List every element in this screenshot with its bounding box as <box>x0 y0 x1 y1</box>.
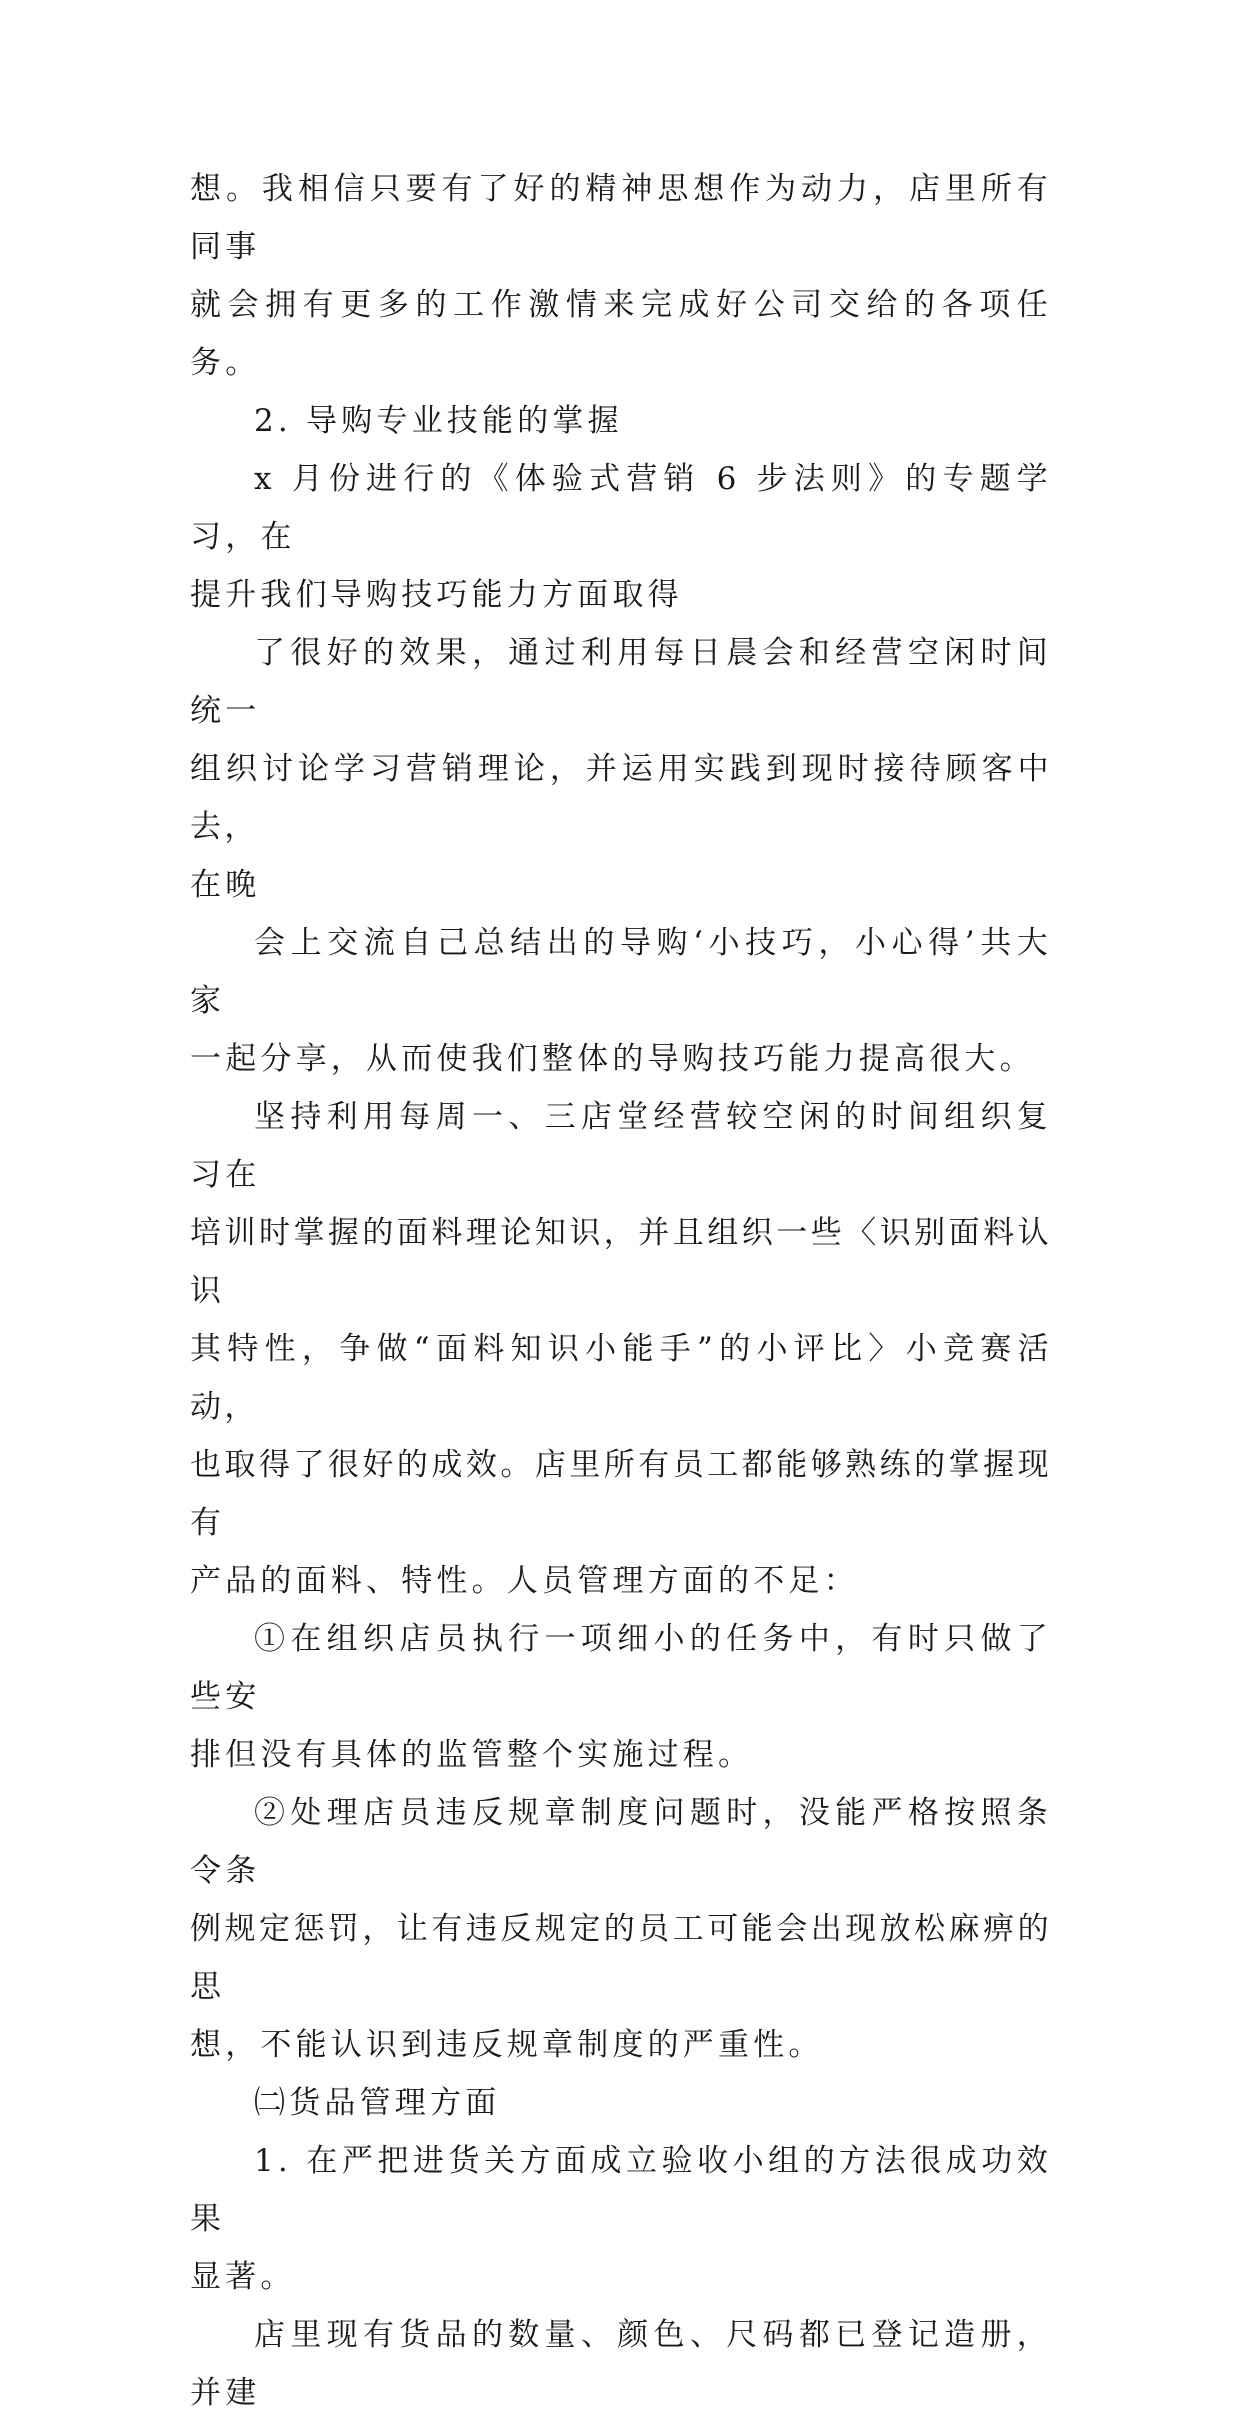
paragraph <box>190 160 1052 392</box>
text-line: 一起分享，从而使我们整体的导购技巧能力提高很大。 <box>190 1041 1035 1077</box>
text-line: 产品的面料、特性。人员管理方面的不足： <box>190 1563 859 1599</box>
text-line: 2. 导购专业技能的掌握 <box>254 403 623 439</box>
paragraph <box>190 2132 1052 2306</box>
text-line: 也取得了很好的成效。店里所有员工都能够熟练的掌握现有 <box>190 1447 1052 1541</box>
text-line: 想，不能认识到违反规章制度的严重性。 <box>190 2027 824 2063</box>
text-line: 就会拥有更多的工作激情来完成好公司交给的各项任务。 <box>190 287 1052 381</box>
text-line: 其特性，争做“面料知识小能手”的小评比〉小竞赛活动， <box>190 1331 1052 1425</box>
text-line: 店里现有货品的数量、颜色、尺码都已登记造册，并建 <box>190 2317 1052 2411</box>
text-line: ①在组织店员执行一项细小的任务中，有时只做了些安 <box>190 1621 1052 1715</box>
text-line: 显著。 <box>190 2259 296 2295</box>
document-page <box>190 160 1052 2422</box>
text-line: 提升我们导购技巧能力方面取得 <box>190 577 683 613</box>
paragraph <box>190 450 1052 624</box>
text-line: ②处理店员违反规章制度问题时，没能严格按照条令条 <box>190 1795 1052 1889</box>
text-line: 想。我相信只要有了好的精神思想作为动力，店里所有同事 <box>190 171 1052 265</box>
text-line: 坚持利用每周一、三店堂经营较空闲的时间组织复习在 <box>190 1099 1052 1193</box>
text-line: 会上交流自己总结出的导购‘小技巧，小心得’共大家 <box>190 925 1052 1019</box>
text-line: 了很好的效果，通过利用每日晨会和经营空闲时间统一 <box>190 635 1052 729</box>
paragraph <box>190 1610 1052 1784</box>
paragraph <box>190 1088 1052 1610</box>
paragraph <box>190 624 1052 914</box>
text-line: 组织讨论学习营销理论，并运用实践到现时接待顾客中去， <box>190 751 1052 845</box>
text-line: x 月份进行的《体验式营销 6 步法则》的专题学习，在 <box>190 461 1052 555</box>
paragraph <box>190 1784 1052 2074</box>
text-line: ㈡货品管理方面 <box>254 2085 501 2121</box>
text-line: 例规定惩罚，让有违反规定的员工可能会出现放松麻痹的思 <box>190 1911 1052 2005</box>
paragraph <box>190 2306 1052 2422</box>
paragraph <box>190 914 1052 1088</box>
text-line: 1. 在严把进货关方面成立验收小组的方法很成功效果 <box>190 2143 1052 2237</box>
section-heading <box>190 392 1052 450</box>
section-heading <box>190 2074 1052 2132</box>
text-line: 培训时掌握的面料理论知识，并且组织一些〈识别面料认识 <box>190 1215 1052 1309</box>
text-line: 在晚 <box>190 867 261 903</box>
text-line: 排但没有具体的监管整个实施过程。 <box>190 1737 754 1773</box>
